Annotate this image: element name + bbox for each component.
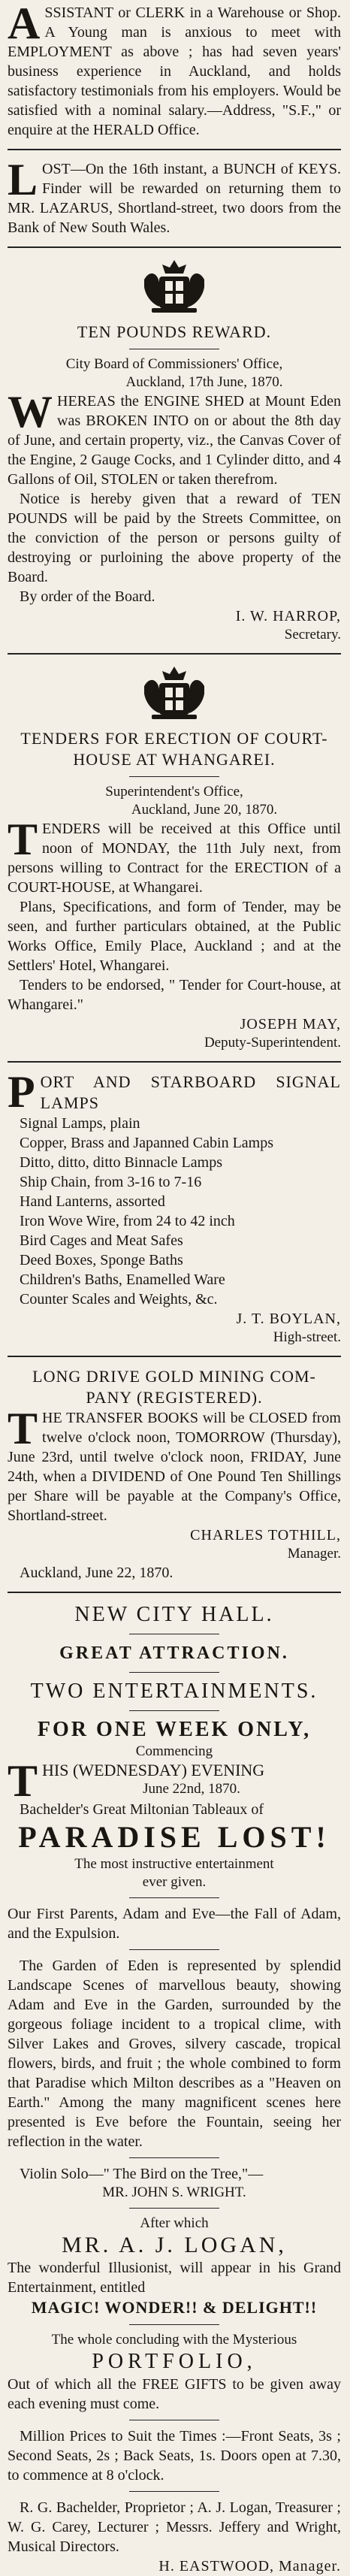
ad-assistant-text [8, 0, 341, 140]
ad-heading [8, 1067, 341, 1117]
ad-heading: PANY (REGISTERED). [86, 1388, 263, 1407]
divider [129, 776, 219, 777]
hall-bachelder: Bachelder's Great Miltonian Tableaux of [20, 1801, 264, 1818]
ad-notice: Notice is hereby given that a reward of TEN POUNDS will be paid by the Streets Committee, on the conviction of the person or persons guilty of destroying or purloining the above property of the Board. [8, 491, 341, 585]
divider [129, 2157, 219, 2158]
hall-illusionist: The wonderful Illusionist, will appear in his Grand Entertainment, entitled [8, 2260, 341, 2296]
hall-entertainments: TWO ENTERTAINMENTS. [30, 1680, 318, 1703]
ad-body [8, 387, 341, 489]
hall-prices: Million Prices to Suit the Times :—Front Seats, 3s ; Second Seats, 2s ; Back Seats, 1s. Doors open at 7.30, to commence at 8 o'clock. [8, 2428, 341, 2484]
hall-magic: MAGIC! WONDER!! & DELIGHT!! [31, 2298, 318, 2317]
divider [129, 1672, 219, 1673]
ad-body: SSISTANT or CLERK in a Warehouse or Shop. A Young man is anxious to meet with EMPLOYMENT as above ; has had seven years' business experience in Auckland, and holds satisfactory testimonials from his employers. Would be satisfied with a nominal salary.—Address, "S.F.," or enquire at the HERALD Office. [8, 5, 341, 138]
hall-paradise-lost: PARADISE LOST! [18, 1820, 330, 1854]
dropcap: T [8, 815, 38, 864]
hall-commencing: Commencing [135, 1743, 213, 1759]
hall-portfolio: PORTFOLIO, [92, 2350, 257, 2373]
ad-heading-text: ORT AND STARBOARD SIGNAL LAMPS [40, 1072, 341, 1112]
divider [129, 1710, 219, 1711]
signature: I. W. HARROP, [235, 608, 341, 624]
ad-ten-pounds-reward [8, 257, 341, 644]
divider [8, 1061, 341, 1063]
divider [129, 2491, 219, 2492]
hall-garden: The Garden of Eden is represented by splendid Landscape Scenes of marvellous beauty, showing Adam and Eve in the Garden, surrounded by the gorgeous foliage incident to a tropical clime, with Silver Lakes and Groves, silvery cascade, tropical flowers, birds, and fruit ; the whole combined to form that Paradise which Milton describes as a "Heaven on Earth." Among the many magnificent scenes here presented is Eve before the Fountain, seeing her reflection in the water. [8, 1958, 341, 2150]
list-item: Deed Boxes, Sponge Baths [20, 1252, 183, 1268]
dropcap: T [8, 1756, 38, 1806]
signature-role: Secretary. [284, 627, 341, 642]
divider [129, 1949, 219, 1950]
ad-date: Auckland, June 22, 1870. [20, 1565, 173, 1581]
ad-order: By order of the Board. [20, 588, 155, 605]
ad-endorse: Tenders to be endorsed, " Tender for Court-house, at Whangarei." [8, 977, 341, 1013]
signature: CHARLES TOTHILL, [190, 1527, 341, 1543]
hall-parents: Our First Parents, Adam and Eve—the Fall of Adam, and the Expulsion. [8, 1906, 341, 1942]
ad-gold-mining [8, 1366, 341, 1583]
hall-week: FOR ONE WEEK ONLY, [37, 1718, 312, 1741]
ad-body-text: HE TRANSFER BOOKS will be CLOSED from twelve o'clock noon, TOMORROW (Thursday), June 23rd, until twelve o'clock noon, FRIDAY, June 24th, when a DIVIDEND of One Pound Ten Shillings per Share will be payable at the Company's Office, Shortland-street. [8, 1410, 341, 1524]
list-item: Ship Chain, from 3-16 to 7-16 [20, 1174, 202, 1190]
list-item: Signal Lamps, plain [20, 1115, 140, 1132]
hall-logan: MR. A. J. LOGAN, [62, 2233, 287, 2257]
divider [8, 246, 341, 248]
list-item: Children's Baths, Enamelled Ware [20, 1271, 225, 1288]
hall-attraction: GREAT ATTRACTION. [59, 1643, 289, 1663]
dropcap: L [8, 155, 38, 204]
dateline: Auckland, 17th June, 1870. [125, 374, 283, 390]
ad-heading: TEN POUNDS REWARD. [77, 322, 272, 341]
ad-lost-keys [8, 155, 341, 237]
dropcap: T [8, 1404, 38, 1453]
ad-tenders-courthouse [8, 664, 341, 1052]
signature-role: Manager. [287, 1546, 341, 1562]
hall-after: After which [140, 2215, 209, 2231]
hall-title: NEW CITY HALL. [74, 1603, 274, 1626]
ad-heading: TENDERS FOR ERECTION OF COURT- [20, 729, 328, 748]
hall-gifts: Out of which all the FREE GIFTS to be given away each evening must come. [8, 2376, 341, 2412]
divider [8, 1356, 341, 1357]
ad-body [8, 1404, 341, 1525]
list-item: Counter Scales and Weights, &c. [20, 1291, 218, 1308]
dateline: Auckland, June 20, 1870. [131, 802, 278, 818]
divider [8, 1592, 341, 1593]
hall-violinist: MR. JOHN S. WRIGHT. [102, 2184, 246, 2200]
lamp-item-list [8, 1114, 341, 1309]
hall-violin: Violin Solo—" The Bird on the Tree,"— [20, 2166, 264, 2182]
ad-body-text: ENDERS will be received at this Office until noon of MONDAY, the 11th July next, from persons willing to Contract for the ERECTION of a COURT-HOUSE, at Whangarei. [8, 821, 341, 896]
ad-heading: LONG DRIVE GOLD MINING COM- [32, 1367, 316, 1386]
divider [8, 653, 341, 655]
divider [129, 2324, 219, 2325]
ad-body: OST—On the 16th instant, a BUNCH of KEYS. Finder will be rewarded on returning them to MR. LAZARUS, Shortland-street, two doors from the Bank of New South Wales. [8, 161, 341, 236]
divider [8, 149, 341, 150]
list-item: Bird Cages and Meat Safes [20, 1232, 183, 1249]
dateline: City Board of Commissioners' Office, [65, 356, 283, 372]
dropcap: W [8, 387, 53, 437]
ad-signal-lamps [8, 1067, 341, 1347]
list-item: Iron Wove Wire, from 24 to 42 inch [20, 1213, 235, 1229]
divider [129, 2208, 219, 2209]
signature-role: High-street. [273, 1329, 341, 1345]
ad-new-city-hall [8, 1602, 341, 2576]
ad-body [8, 815, 341, 897]
ad-heading: HOUSE AT WHANGAREI. [73, 750, 276, 769]
ad-lost-text [8, 155, 341, 237]
royal-crest-icon [140, 664, 209, 722]
ad-plans: Plans, Specifications, and form of Tender, may be seen, and further particulars obtained, at the Public Works Office, Emily Place, Auckland ; and at the Settlers' Hotel, Whangarei. [8, 899, 341, 974]
dropcap: A [8, 0, 41, 48]
list-item: Copper, Brass and Japanned Cabin Lamps [20, 1135, 274, 1151]
hall-instructive: ever given. [142, 1874, 207, 1890]
hall-evening-text: HIS (WEDNESDAY) EVENING [42, 1761, 265, 1779]
hall-instructive: The most instructive entertainment [74, 1856, 274, 1872]
hall-evening-date: June 22nd, 1870. [143, 1781, 240, 1797]
signature-role: Deputy-Superintendent. [204, 1035, 341, 1051]
hall-manager: H. EASTWOOD, Manager. [158, 2558, 341, 2574]
ad-body-text: HEREAS the ENGINE SHED at Mount Eden was BROKEN INTO on or about the 8th day of June, and certain property, viz., the Canvas Cover of the Engine, 2 Gauge Cocks, and 1 Cylinder ditto, and 4 Gallons of Oil, STOLEN or taken therefrom. [8, 393, 341, 488]
signature: JOSEPH MAY, [240, 1016, 341, 1033]
signature: J. T. BOYLAN, [236, 1311, 341, 1327]
hall-concluding: The whole concluding with the Mysterious [51, 2332, 297, 2348]
divider [129, 1897, 219, 1898]
hall-staff: R. G. Bachelder, Proprietor ; A. J. Logan, Treasurer ; W. G. Carey, Lecturer ; Messrs. Jeffery and Wright, Musical Directors. [8, 2499, 341, 2555]
dateline: Superintendent's Office, [105, 784, 243, 800]
ad-assistant-clerk [8, 0, 341, 140]
dropcap: P [8, 1067, 36, 1117]
list-item: Hand Lanterns, assorted [20, 1193, 165, 1210]
royal-crest-icon [140, 257, 209, 316]
list-item: Ditto, ditto, ditto Binnacle Lamps [20, 1154, 222, 1171]
